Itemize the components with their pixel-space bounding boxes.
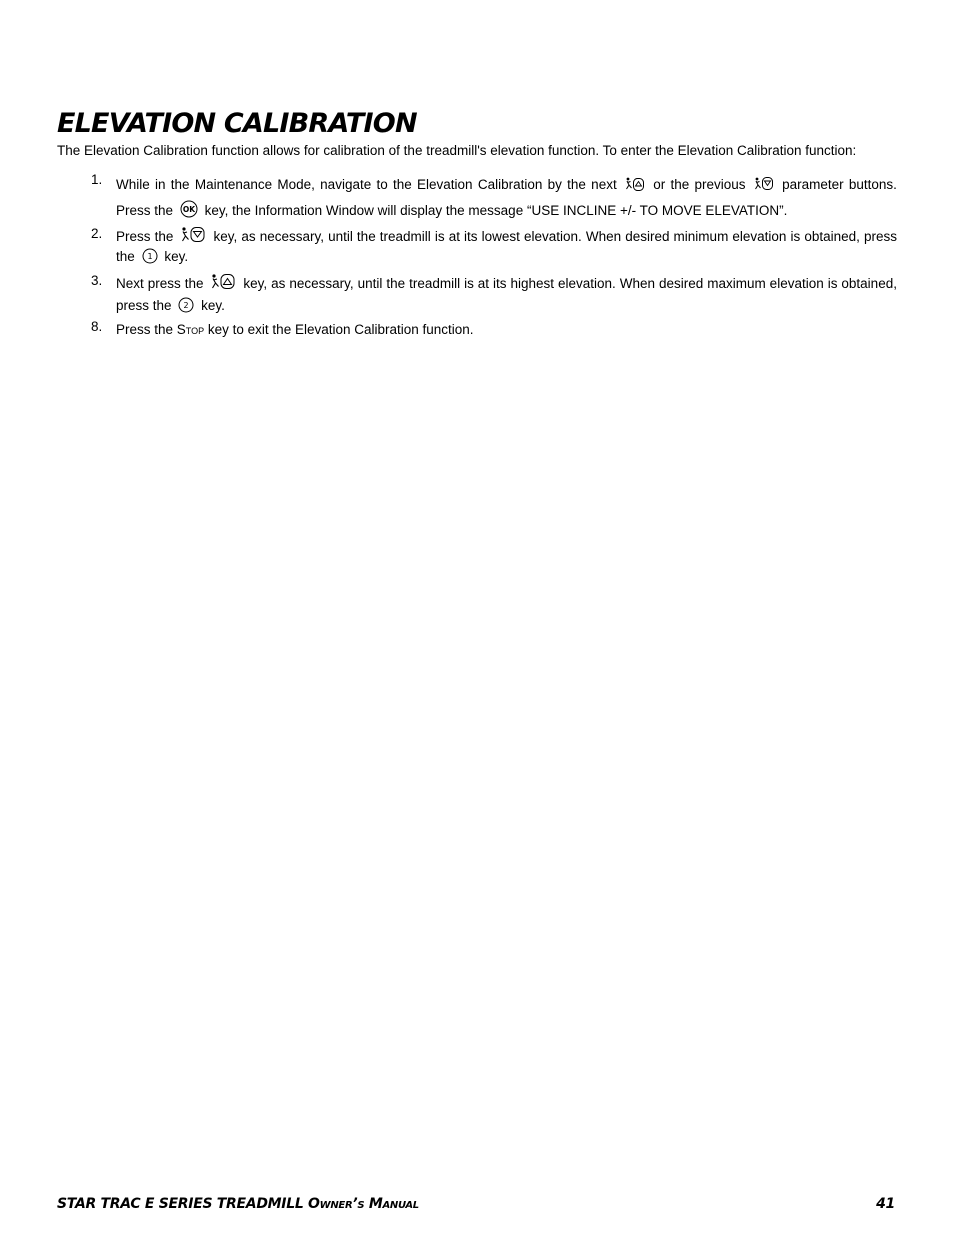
step-item: [91, 172, 897, 224]
step-item: [91, 273, 897, 317]
svg-text:1: 1: [147, 252, 153, 261]
incline-down-icon: [180, 226, 206, 244]
calibration-steps: [91, 172, 897, 343]
parameter-up-icon: [625, 176, 645, 192]
svg-text:OK: OK: [182, 205, 195, 214]
svg-text:2: 2: [183, 301, 189, 310]
page-footer: [57, 1194, 895, 1216]
key-1-icon: [142, 248, 158, 264]
page-number: 41: [876, 1196, 895, 1212]
key-2-icon: [178, 297, 194, 313]
step-item: [91, 226, 897, 267]
step-text: Press the Stop key to exit the Elevation Calibration function.: [116, 322, 474, 337]
step-text: Next press the key, as necessary, until the treadmill is at its highest elevation. When desired maximum elevation is obtained, press the 2 key.: [116, 273, 897, 317]
footer-title: STAR TRAC E SERIES TREADMILL Owner’s Manual: [57, 1196, 419, 1212]
parameter-down-icon: [754, 176, 774, 192]
intro-paragraph: The Elevation Calibration function allows for calibration of the treadmill's elevation function. To enter the Elevation Calibration function:: [57, 143, 857, 158]
stop-key-name: Stop: [176, 322, 205, 337]
step-number: 8.: [91, 319, 103, 334]
step-item: [91, 319, 897, 341]
ok-key-icon: [180, 200, 198, 218]
step-number: 1.: [91, 172, 103, 187]
step-text: While in the Maintenance Mode, navigate to the Elevation Calibration by the next or the previous parameter buttons. Press the OK key, the Information Window will display the message “USE INCLINE +/- TO MOVE ELEVATION”.: [116, 177, 897, 218]
step-number: 2.: [91, 226, 103, 241]
incline-up-icon: [210, 273, 236, 291]
step-text: Press the key, as necessary, until the treadmill is at its lowest elevation. When desired minimum elevation is obtained, press the 1 key.: [116, 226, 897, 267]
step-number: 3.: [91, 273, 103, 288]
page-title: ELEVATION CALIBRATION: [57, 108, 417, 139]
